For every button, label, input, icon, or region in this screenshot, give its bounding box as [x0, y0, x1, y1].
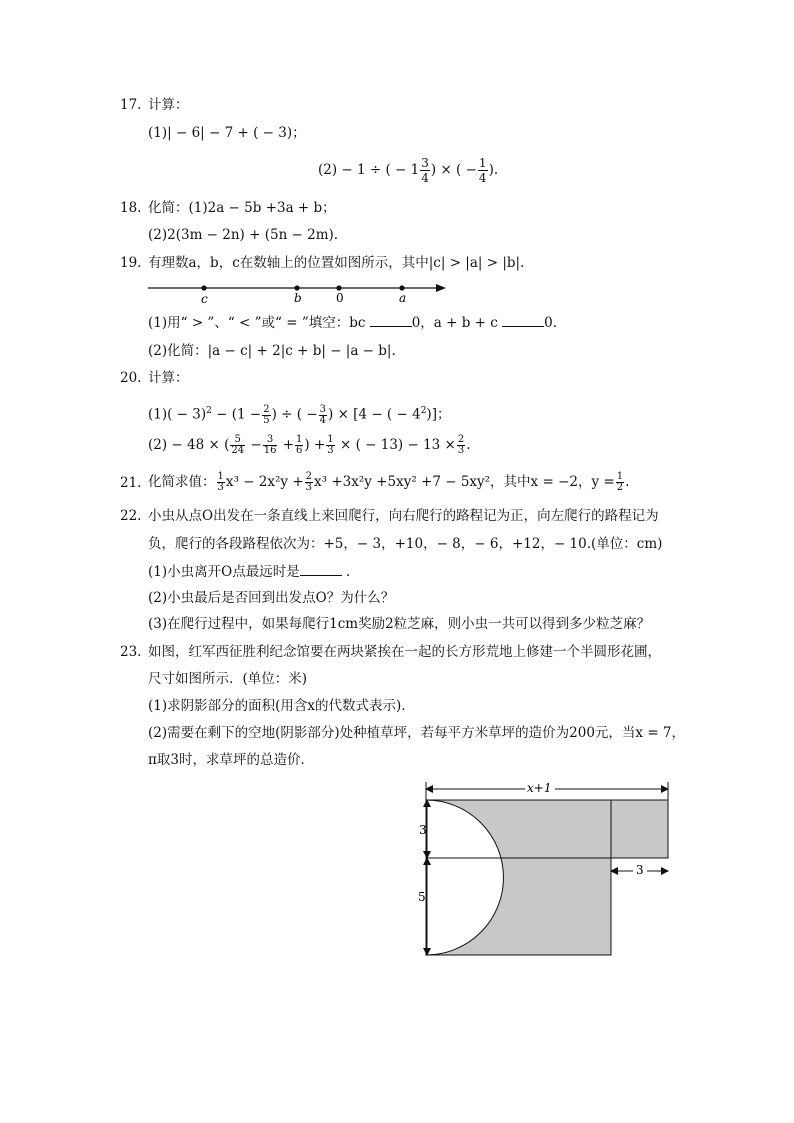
q20-p1-b: − (1 −	[211, 406, 262, 423]
q23-line1: 如图，红军西征胜利纪念馆要在两块紧挨在一起的长方形荒地上修建一个半圆形花圃，	[148, 644, 661, 660]
q20-p2-f5-den: 3	[457, 445, 465, 456]
q22-number: 22.	[120, 508, 142, 524]
q23-part2: (2)需要在剩下的空地(阴影部分)处种植草坪，若每平方米草坪的造价为200元，当x = 7，	[148, 725, 686, 741]
point-a	[399, 285, 404, 290]
q17-part2	[318, 152, 498, 188]
q17-fraction-2	[478, 156, 488, 185]
q20-p2-frac1	[230, 435, 245, 456]
q22-p1-end: .	[346, 564, 351, 580]
q22-part2: (2)小虫最后是否回到出发点O？为什么？	[148, 590, 395, 606]
q20-p1-c: ) ÷ ( −	[271, 406, 318, 423]
q20-p2-b: −	[246, 437, 262, 453]
q20-p1-f1-num: 2	[263, 403, 270, 415]
q17-part2-text-a: (2) − 1 ÷ ( − 1	[318, 162, 420, 178]
q20-p1-exp2: 2	[420, 406, 427, 416]
q20-p2-f1-den: 24	[231, 445, 245, 456]
q18-part1: 化简：(1)2a − 5b +3a + b；	[148, 200, 336, 216]
number-line	[140, 276, 455, 306]
q17-f2-num: 1	[478, 156, 487, 170]
q17-part1: (1)| − 6| − 7 + ( − 3)；	[148, 125, 306, 141]
q21-f3-den: 2	[616, 482, 624, 493]
q22-part1	[148, 563, 350, 581]
q17-title: 计算：	[148, 97, 189, 113]
q19-part1	[148, 314, 557, 332]
q20-p2-f: .	[466, 437, 471, 453]
point-b	[294, 285, 299, 290]
right-dimension-label: 3	[636, 863, 644, 877]
q20-p1-a: (1)( − 3)	[148, 406, 207, 423]
label-a: a	[399, 291, 407, 305]
q20-p2-f4-den: 3	[327, 445, 334, 456]
q20-p2-frac5	[457, 435, 465, 456]
q23-part1: (1)求阴影部分的面积(用含x的代数式表示)．	[148, 698, 415, 714]
q20-part1	[148, 398, 450, 428]
blank-farthest[interactable]	[300, 563, 342, 576]
q20-p2-f4-num: 1	[327, 434, 334, 445]
q20-p2-f2-den: 16	[263, 445, 277, 456]
q17-number: 17.	[120, 97, 142, 113]
q22-line2: 负，爬行的各段路程依次为：+5，− 3，+10，− 8，− 6，+12，− 10.(单位：cm)	[148, 536, 663, 552]
q20-p1-f1-den: 5	[263, 414, 270, 426]
label-zero: 0	[336, 291, 344, 305]
q20-p1-d: ) × [4 − ( − 4	[328, 406, 421, 423]
q21-f2-den: 3	[305, 482, 313, 493]
q17-f1-den: 4	[421, 171, 429, 185]
q22-line1: 小虫从点O出发在一条直线上来回爬行，向右爬行的路程记为正，向左爬行的路程记为	[148, 508, 659, 524]
q21-d: .	[625, 474, 630, 490]
q18-part2: (2)2(3m − 2n) + (5n − 2m).	[148, 227, 339, 243]
q20-p1-exp: 2	[206, 406, 212, 416]
q20-p1-f2-num: 3	[319, 403, 327, 415]
q20-p2-f3-num: 1	[296, 434, 303, 445]
q21-a: 化简求值：	[148, 474, 216, 490]
q21-frac2	[305, 472, 313, 493]
q21-frac3	[616, 472, 624, 493]
q20-p2-f5-num: 2	[457, 434, 465, 445]
q22-part3: (3)在爬行过程中，如果每爬行1cm奖励2粒芝麻，则小虫一共可以得到多少粒芝麻？	[148, 616, 651, 632]
q19-p1-text-c: 0.	[544, 315, 558, 331]
q21-c: x³ +3x²y +5xy² +7 − 5xy²，其中x = −2，y =	[314, 474, 615, 490]
q20-p2-c: +	[278, 437, 295, 453]
q23-line2: 尺寸如图所示．(单位：米)	[148, 671, 308, 687]
point-c	[201, 285, 206, 290]
q20-p2-frac3	[295, 435, 303, 456]
q17-part2-text-c: ).	[488, 162, 499, 178]
label-b: b	[294, 291, 302, 305]
q20-part2	[148, 432, 471, 458]
q19-number: 19.	[120, 255, 142, 271]
q21-b: x³ − 2x²y +	[225, 474, 304, 490]
q21-f2-num: 2	[305, 471, 313, 482]
q19-part2: (2)化简：|a − c| + 2|c + b| − |a − b|.	[148, 343, 396, 359]
q20-p2-f2-num: 3	[263, 435, 278, 446]
q19-p1-text-a: (1)用“ > ”、“ < ”或“ = ”填空：bc	[148, 315, 366, 331]
q21-body	[148, 468, 629, 496]
q20-p1-e: )]；	[426, 406, 451, 423]
q17-fraction-1	[420, 156, 430, 185]
q19-p1-text-b: 0，a + b + c	[411, 315, 498, 331]
number-line-arrow	[436, 284, 446, 292]
q17-f1-num: 3	[421, 156, 429, 170]
q23-number: 23.	[120, 644, 142, 660]
q20-p2-e: × ( − 13) − 13 ×	[335, 437, 456, 453]
q18-number: 18.	[120, 200, 142, 216]
label-c: c	[201, 292, 208, 306]
q21-f1-num: 1	[217, 471, 224, 482]
q22-p1-text: (1)小虫离开O点最远时是	[148, 564, 300, 580]
q20-p2-f3-den: 6	[296, 445, 303, 456]
q21-f1-den: 3	[217, 482, 224, 493]
q20-p1-frac2	[319, 405, 327, 426]
point-zero	[336, 285, 341, 290]
q21-number: 21.	[120, 475, 142, 491]
q20-title: 计算：	[148, 370, 189, 386]
left-lower-label: 5	[418, 890, 426, 904]
q21-frac1	[217, 472, 225, 493]
blank-bc[interactable]	[370, 314, 412, 327]
left-upper-label: 3	[419, 823, 427, 837]
q21-f3-num: 1	[616, 471, 624, 482]
q17-f2-den: 4	[478, 171, 487, 185]
q20-p1-f2-den: 4	[319, 414, 327, 426]
q23-part3: π取3时，求草坪的总造价．	[148, 752, 314, 768]
q20-p1-frac1	[262, 405, 270, 426]
q20-p2-a: (2) − 48 × (	[148, 437, 230, 453]
q20-p2-frac4	[326, 435, 334, 456]
q20-p2-frac2	[263, 435, 278, 456]
blank-sum[interactable]	[502, 314, 544, 327]
q20-p2-d: ) +	[304, 437, 326, 453]
garden-figure	[410, 775, 680, 960]
q17-part2-text-b: ) × ( −	[430, 162, 477, 178]
top-dimension-label: x+1	[527, 781, 552, 795]
q20-p2-f1-num: 5	[230, 435, 245, 446]
q19-title: 有理数a，b，c在数轴上的位置如图所示，其中|c| > |a| > |b|.	[148, 255, 525, 271]
q20-number: 20.	[120, 370, 142, 386]
